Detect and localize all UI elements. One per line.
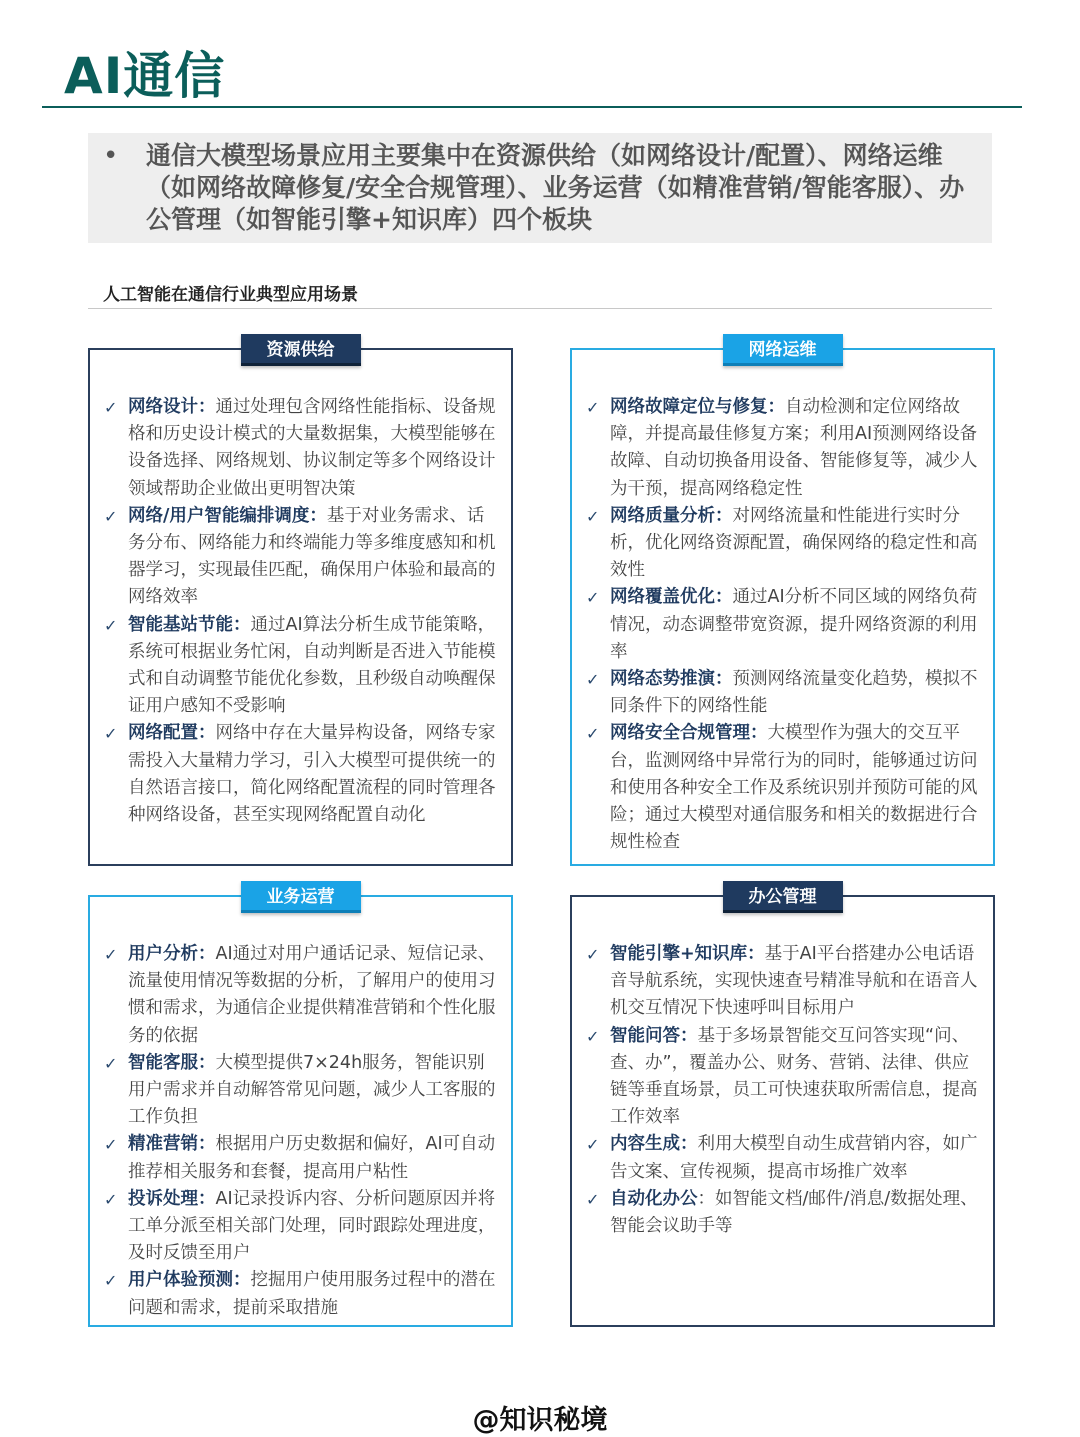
item-text: 通过AI算法分析生成节能策略，系统可根据业务忙闲，自动判断是否进入节能模式和自动调整节能优化参数，且秒级自动唤醒保证用户感知不受影响 xyxy=(128,614,496,717)
panel-business-ops-list xyxy=(104,941,497,1322)
list-item xyxy=(104,720,497,829)
item-text: 大模型提供7×24h服务，智能识别用户需求并自动解答常见问题，减少人工客服的工作负担 xyxy=(128,1052,496,1128)
page-title: AI通信 xyxy=(64,47,226,105)
item-label: 网络配置： xyxy=(128,723,216,744)
item-label: 用户体验预测： xyxy=(128,1270,251,1291)
list-item xyxy=(104,394,497,503)
list-item xyxy=(104,941,497,1050)
figure-caption: 人工智能在通信行业典型应用场景 xyxy=(103,285,358,305)
panel-network-ops xyxy=(570,340,995,866)
item-text: 大模型作为强大的交互平台，监测网络中异常行为的同时，能够通过访问和使用各种安全工作及系统识别并预防可能的风险；通过大模型对通信服务和相关的数据进行合规性检查 xyxy=(610,723,978,853)
panel-business-ops-title: 业务运营 xyxy=(241,881,361,913)
checkmark-icon: ✓ xyxy=(586,398,600,417)
item-text: 基于多场景智能交互问答实现“问、查、办”，覆盖办公、财务、营销、法律、供应链等垂直场景，员工可快速获取所需信息，提高工作效率 xyxy=(610,1025,978,1128)
checkmark-icon: ✓ xyxy=(586,724,600,744)
list-item xyxy=(586,503,979,585)
checkmark-icon: ✓ xyxy=(586,1135,600,1155)
checkmark-icon: ✓ xyxy=(586,670,600,690)
checkmark-icon: ✓ xyxy=(104,945,118,964)
checkmark-icon: ✓ xyxy=(104,1271,118,1291)
summary-bullet: • xyxy=(103,141,119,171)
panel-resource-supply xyxy=(88,340,513,866)
item-text: 基于对业务需求、话务分布、网络能力和终端能力等多维度感知和机器学习，实现最佳匹配，确保用户体验和最高的网络效率 xyxy=(128,505,496,608)
checkmark-icon: ✓ xyxy=(586,1189,600,1209)
item-label: 智能问答： xyxy=(610,1025,698,1046)
list-item xyxy=(586,584,979,666)
panel-business-ops xyxy=(88,887,513,1327)
summary-box xyxy=(88,133,992,243)
list-item xyxy=(586,1186,979,1240)
panel-office-mgmt-list xyxy=(586,941,979,1240)
item-label: 网络质量分析： xyxy=(610,505,733,526)
list-item xyxy=(104,1186,497,1268)
checkmark-icon: ✓ xyxy=(104,1053,118,1073)
list-item xyxy=(104,1131,497,1185)
checkmark-icon: ✓ xyxy=(104,506,118,526)
item-label: 用户分析： xyxy=(128,944,216,964)
list-item xyxy=(104,612,497,721)
list-item xyxy=(104,1050,497,1132)
item-text: 通过处理包含网络性能指标、设备规格和历史设计模式的大量数据集，大模型能够在设备选择、网络规划、协议制定等多个网络设计领域帮助企业做出更明智决策 xyxy=(128,397,496,499)
item-text: 挖掘用户使用服务过程中的潜在问题和需求，提前采取措施 xyxy=(128,1270,496,1318)
item-label: 网络覆盖优化： xyxy=(610,587,733,608)
panel-network-ops-list xyxy=(586,394,979,856)
item-text: 自动检测和定位网络故障，并提高最佳修复方案；利用AI预测网络设备故障、自动切换备用设备、智能修复等，减少人为干预，提高网络稳定性 xyxy=(610,397,978,499)
checkmark-icon: ✓ xyxy=(586,588,600,608)
checkmark-icon: ✓ xyxy=(104,1135,118,1155)
item-text: AI记录投诉内容、分析问题原因并将工单分派至相关部门处理，同时跟踪处理进度，及时反馈至用户 xyxy=(128,1188,496,1264)
title-divider xyxy=(42,106,1022,108)
item-text: 对网络流量和性能进行实时分析，优化网络资源配置，确保网络的稳定性和高效性 xyxy=(610,505,978,581)
checkmark-icon: ✓ xyxy=(586,1026,600,1046)
list-item xyxy=(104,1267,497,1321)
watermark: @知识秘境 xyxy=(472,1405,608,1436)
item-label: 智能基站节能： xyxy=(128,614,251,635)
item-text: 网络中存在大量异构设备，网络专家需投入大量精力学习，引入大模型可提供统一的自然语言接口，简化网络配置流程的同时管理各种网络设备，甚至实现网络配置自动化 xyxy=(128,723,496,826)
checkmark-icon: ✓ xyxy=(104,1189,118,1209)
panel-network-ops-title: 网络运维 xyxy=(723,334,843,366)
item-label: 网络安全合规管理： xyxy=(610,723,768,744)
list-item xyxy=(586,720,979,856)
item-label: 网络态势推演： xyxy=(610,669,733,690)
item-label: 精准营销： xyxy=(128,1134,216,1155)
item-text: AI通过对用户通话记录、短信记录、流量使用情况等数据的分析，了解用户的使用习惯和需求，为通信企业提供精准营销和个性化服务的依据 xyxy=(128,944,496,1046)
item-label: 网络故障定位与修复： xyxy=(610,397,785,417)
item-text: 通过AI分析不同区域的网络负荷情况，动态调整带宽资源，提升网络资源的利用率 xyxy=(610,587,978,662)
item-text: ：如智能文档/邮件/消息/数据处理、智能会议助手等 xyxy=(610,1188,978,1237)
list-item xyxy=(586,394,979,503)
item-label: 智能客服： xyxy=(128,1052,216,1073)
item-label: 网络/用户智能编排调度： xyxy=(128,505,327,526)
list-item xyxy=(586,1023,979,1132)
item-text: 预测网络流量变化趋势，模拟不同条件下的网络性能 xyxy=(610,669,978,717)
checkmark-icon: ✓ xyxy=(586,945,600,964)
checkmark-icon: ✓ xyxy=(104,615,118,635)
item-label: 智能引擎+知识库： xyxy=(610,944,765,964)
item-label: 内容生成： xyxy=(610,1134,698,1155)
item-text: 利用大模型自动生成营销内容，如广告文案、宣传视频，提高市场推广效率 xyxy=(610,1134,978,1182)
summary-text: 通信大模型场景应用主要集中在资源供给（如网络设计/配置）、网络运维（如网络故障修复/安全合规管理）、业务运营（如精准营销/智能客服）、办公管理（如智能引擎+知识库）四个板块 xyxy=(146,141,965,234)
checkmark-icon: ✓ xyxy=(104,724,118,744)
panel-resource-supply-title: 资源供给 xyxy=(241,334,361,366)
list-item xyxy=(586,1131,979,1185)
panel-resource-supply-list xyxy=(104,394,497,829)
list-item xyxy=(104,503,497,612)
checkmark-icon: ✓ xyxy=(104,398,118,417)
item-text: 根据用户历史数据和偏好，AI可自动推荐相关服务和套餐，提高用户粘性 xyxy=(128,1134,496,1182)
item-label: 投诉处理： xyxy=(128,1188,216,1209)
list-item xyxy=(586,666,979,720)
checkmark-icon: ✓ xyxy=(586,506,600,526)
panel-office-mgmt xyxy=(570,887,995,1327)
item-text: 基于AI平台搭建办公电话语音导航系统，实现快速查号精准导航和在语音人机交互情况下快速呼叫目标用户 xyxy=(610,944,978,1019)
list-item xyxy=(586,941,979,1023)
item-label: 自动化办公 xyxy=(610,1188,698,1209)
panel-office-mgmt-title: 办公管理 xyxy=(723,881,843,913)
item-label: 网络设计： xyxy=(128,397,216,417)
caption-divider xyxy=(88,308,992,309)
